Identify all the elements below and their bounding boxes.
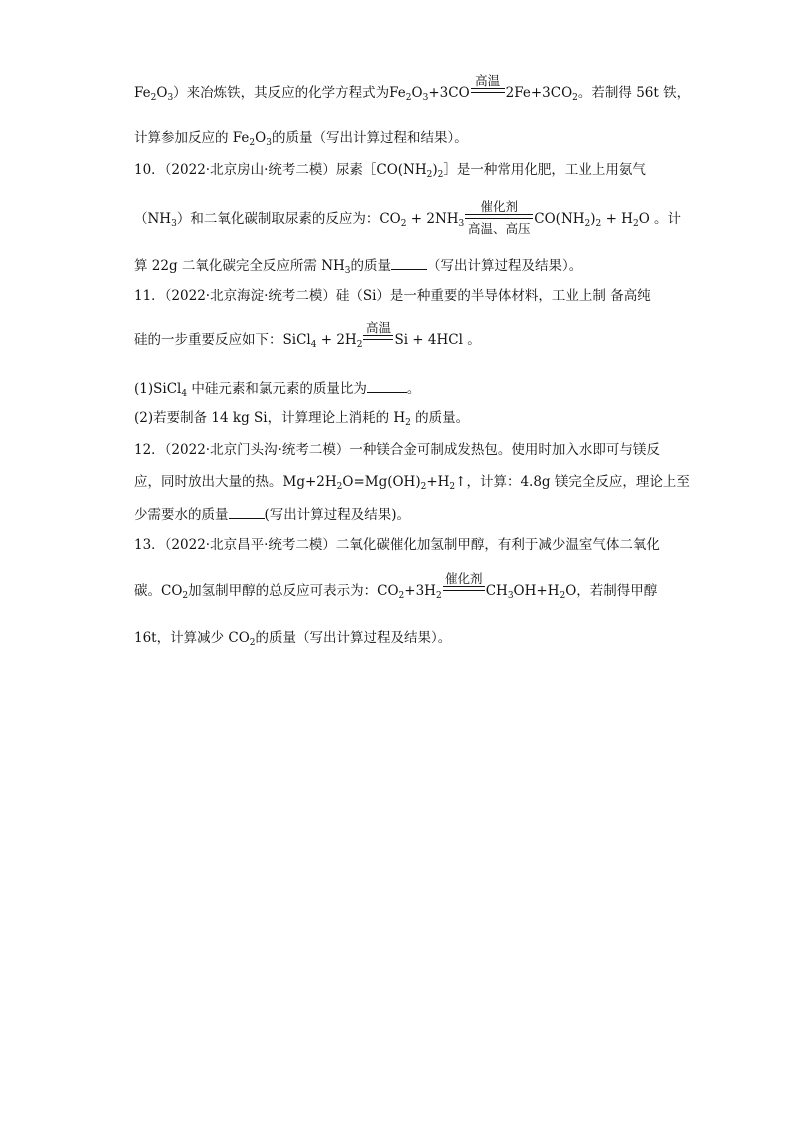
text: 计算参加反应的 Fe xyxy=(134,130,250,146)
text: (2)若要制备 14 kg Si，计算理论上消耗的 H xyxy=(134,410,406,426)
q10-line-2 xyxy=(134,199,694,236)
text: 的质量。 xyxy=(410,410,470,426)
equals-bar xyxy=(471,88,505,93)
text: 的质量 xyxy=(350,258,392,274)
answer-blank[interactable] xyxy=(367,378,407,393)
text: +H xyxy=(426,474,450,490)
q12-line-2 xyxy=(134,473,694,496)
text: 的质量（写出计算过程及结果）。 xyxy=(255,630,452,646)
subscript: 2 xyxy=(449,482,456,492)
q10-line-3 xyxy=(134,255,694,280)
subscript: 2 xyxy=(435,591,442,601)
text: ↑，计算：4.8g 镁完全反应，理论上至 xyxy=(455,474,690,490)
condition-label-bottom: 高温、高压 xyxy=(468,221,531,236)
text: ）来冶炼铁，其反应的化学方程式为 xyxy=(173,85,390,101)
equation-text: OH+H xyxy=(513,583,560,599)
text: 应，同时放出大量的热。Mg+2H xyxy=(134,474,337,490)
subscript: 2 xyxy=(437,170,444,180)
text: 。若制得 56t 铁， xyxy=(577,85,691,101)
text: 少需要水的质量 xyxy=(134,507,229,523)
q13-line-2 xyxy=(134,571,694,605)
subscript: 2 xyxy=(595,219,602,229)
text: （NH xyxy=(134,211,172,227)
text: O 。计 xyxy=(638,211,682,227)
q13-line-3 xyxy=(134,629,694,652)
text: 。 xyxy=(406,381,421,397)
text: 硅的一步重要反应如下：SiCl xyxy=(134,332,311,348)
reaction-condition xyxy=(443,571,485,600)
subscript: 3 xyxy=(266,138,272,148)
text: 碳。CO xyxy=(134,583,183,599)
text: ］是一种常用化肥，工业上用氨气 xyxy=(443,162,646,178)
subscript: 3 xyxy=(507,591,514,601)
question-text: 10．（2022·北京房山·统考二模）尿素［CO(NH xyxy=(134,162,427,178)
q11-sub-1 xyxy=(134,378,694,403)
equation-text: 2Fe+3CO xyxy=(505,85,573,101)
answer-blank[interactable] xyxy=(229,504,265,519)
q9-line-1 xyxy=(134,73,694,107)
subscript: 3 xyxy=(422,93,429,103)
condition-label: 高温 xyxy=(365,320,391,335)
equals-bar xyxy=(465,214,533,219)
reaction-condition xyxy=(363,320,393,349)
subscript: 3 xyxy=(458,219,465,229)
condition-label: 高温 xyxy=(475,73,501,88)
text: O，若制得甲醇 xyxy=(565,583,658,599)
equation-text: Si + 4HCl 。 xyxy=(394,332,481,348)
text: （写出计算过程及结果）。 xyxy=(427,258,583,274)
text: Fe xyxy=(134,85,151,101)
text: 16t，计算减少 CO xyxy=(134,630,250,646)
condition-label: 催化剂 xyxy=(444,571,483,586)
subscript: 2 xyxy=(182,591,189,601)
text: 中硅元素和氯元素的质量比为 xyxy=(187,381,367,397)
subscript: 2 xyxy=(249,138,256,148)
text: ）和二氧化碳制取尿素的反应为：CO xyxy=(176,211,401,227)
equation-text: + 2H xyxy=(316,332,357,348)
subscript: 2 xyxy=(420,482,427,492)
equation-text: + H xyxy=(601,211,633,227)
equals-bar xyxy=(443,586,485,591)
equals-bar xyxy=(363,335,393,340)
text: O xyxy=(156,85,168,101)
question-text: 13．（2022·北京昌平·统考二模）二氧化碳催化加氢制甲醇，有利于减少温室气体二氧化 xyxy=(134,537,660,553)
q10-line-1 xyxy=(134,161,694,184)
equation-text: Fe xyxy=(389,85,406,101)
subscript: 2 xyxy=(336,482,343,492)
subscript: 2 xyxy=(632,219,639,229)
subscript: 2 xyxy=(398,591,405,601)
subscript: 4 xyxy=(181,389,188,399)
equation-text: ) xyxy=(590,211,596,227)
text: 加氢制甲醇的总反应可表示为：CO xyxy=(188,583,399,599)
subscript: 2 xyxy=(249,638,256,648)
subscript: 2 xyxy=(405,93,412,103)
q12-line-3 xyxy=(134,504,694,524)
q13-line-1 xyxy=(134,536,694,554)
equation-text: O xyxy=(411,85,423,101)
subscript: 2 xyxy=(405,418,411,428)
text: + 2NH xyxy=(406,211,459,227)
subscript: 2 xyxy=(150,93,157,103)
reaction-condition xyxy=(465,199,533,236)
q11-line-2 xyxy=(134,320,694,354)
text: O=Mg(OH) xyxy=(342,474,421,490)
subscript: 3 xyxy=(344,266,351,276)
subscript: 2 xyxy=(356,340,363,350)
q9-line-2 xyxy=(134,129,694,152)
answer-blank[interactable] xyxy=(391,255,427,270)
subscript: 3 xyxy=(167,93,174,103)
subscript: 3 xyxy=(171,219,177,229)
text: 的质量（写出计算过程和结果）。 xyxy=(271,130,468,146)
text: O xyxy=(255,130,267,146)
text: (1)SiCl xyxy=(134,381,182,397)
equation-text: CH xyxy=(485,583,508,599)
question-text: 11．（2022·北京海淀·统考二模）硅（Si）是一种重要的半导体材料，工业上制 备高纯 xyxy=(134,288,651,304)
subscript: 2 xyxy=(400,219,407,229)
question-text: 12．（2022·北京门头沟·统考二模）一种镁合金可制成发热包。使用时加入水即可与镁反 xyxy=(134,442,660,458)
q11-line-1 xyxy=(134,287,694,305)
equation-text: +3CO xyxy=(428,85,470,101)
subscript: 4 xyxy=(310,340,317,350)
condition-label-top: 催化剂 xyxy=(480,199,519,214)
q11-sub-2 xyxy=(134,409,694,432)
text: +3H xyxy=(404,583,436,599)
subscript: 2 xyxy=(572,93,578,103)
text: ) xyxy=(432,162,438,178)
text: (写出计算过程及结果)。 xyxy=(264,507,411,523)
subscript: 2 xyxy=(426,170,433,180)
q12-line-1 xyxy=(134,441,694,459)
subscript: 2 xyxy=(584,219,591,229)
reaction-condition xyxy=(471,73,505,102)
text: 算 22g 二氧化碳完全反应所需 NH xyxy=(134,258,345,274)
equation-text: CO(NH xyxy=(534,211,585,227)
subscript: 2 xyxy=(559,591,566,601)
